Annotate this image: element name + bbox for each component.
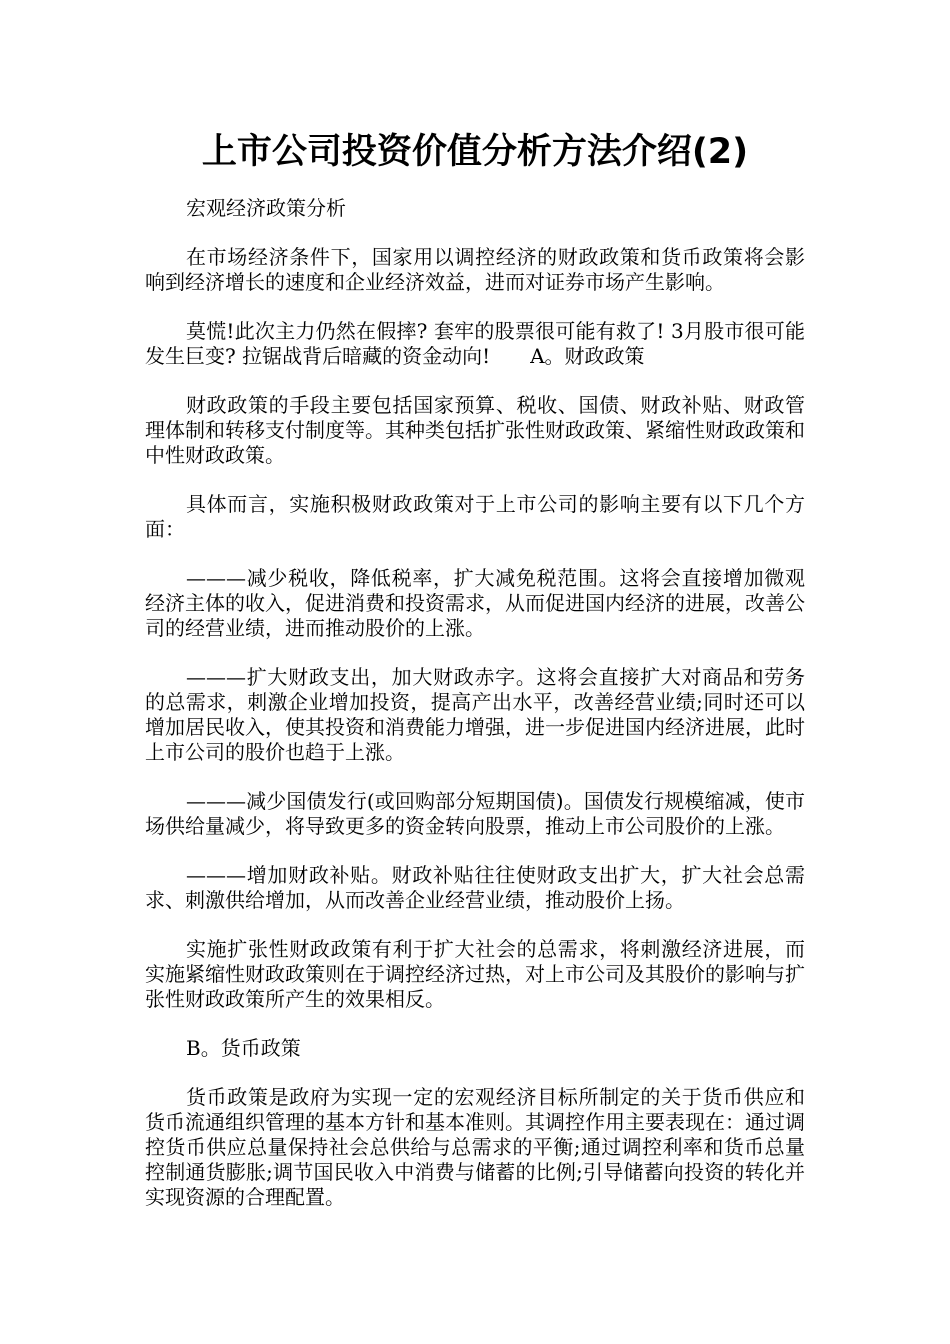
- document-body: [145, 196, 805, 1234]
- paragraph: 具体而言，实施积极财政政策对于上市公司的影响主要有以下几个方面：: [145, 492, 805, 541]
- paragraph-list-item: ———减少税收，降低税率，扩大减免税范围。这将会直接增加微观经济主体的收入，促进消费和投资需求，从而促进国内经济的进展，改善公司的经营业绩，进而推动股价的上涨。: [145, 566, 805, 640]
- paragraph-section-heading: B。货币政策: [186, 1036, 301, 1060]
- paragraph: 实施扩张性财政政策有利于扩大社会的总需求，将刺激经济进展，而实施紧缩性财政政策则在于调控经济过热，对上市公司及其股价的影响与扩张性财政政策所产生的效果相反。: [145, 937, 805, 1011]
- paragraph: 财政政策的手段主要包括国家预算、税收、国债、财政补贴、财政管理体制和转移支付制度等。其种类包括扩张性财政政策、紧缩性财政政策和中性财政政策。: [145, 393, 805, 467]
- paragraph: 莫慌!此次主力仍然在假摔? 套牢的股票很可能有救了! 3月股市很可能发生巨变? 拉锯战背后暗藏的资金动向! A。财政政策: [145, 319, 805, 368]
- paragraph-section-heading: 宏观经济政策分析: [186, 196, 346, 220]
- paragraph: 在市场经济条件下，国家用以调控经济的财政政策和货币政策将会影响到经济增长的速度和企业经济效益，进而对证券市场产生影响。: [145, 245, 805, 294]
- document-title: 上市公司投资价值分析方法介绍(2): [201, 132, 749, 172]
- paragraph: 货币政策是政府为实现一定的宏观经济目标所制定的关于货币供应和货币流通组织管理的基本方针和基本准则。其调控作用主要表现在：通过调控货币供应总量保持社会总供给与总需求的平衡;通过调控利率和货币总量控制通货膨胀;调节国民收入中消费与储蓄的比例;引导储蓄向投资的转化并实现资源的合理配置。: [145, 1085, 805, 1209]
- paragraph-list-item: ———扩大财政支出，加大财政赤字。这将会直接扩大对商品和劳务的总需求，刺激企业增加投资，提高产出水平，改善经营业绩;同时还可以增加居民收入，使其投资和消费能力增强，进一步促进国内经济进展，此时上市公司的股价也趋于上涨。: [145, 665, 805, 764]
- paragraph-list-item: ———减少国债发行(或回购部分短期国债)。国债发行规模缩减，使市场供给量减少，将导致更多的资金转向股票，推动上市公司股价的上涨。: [145, 789, 805, 838]
- paragraph-list-item: ———增加财政补贴。财政补贴往往使财政支出扩大，扩大社会总需求、刺激供给增加，从而改善企业经营业绩，推动股价上扬。: [145, 863, 805, 912]
